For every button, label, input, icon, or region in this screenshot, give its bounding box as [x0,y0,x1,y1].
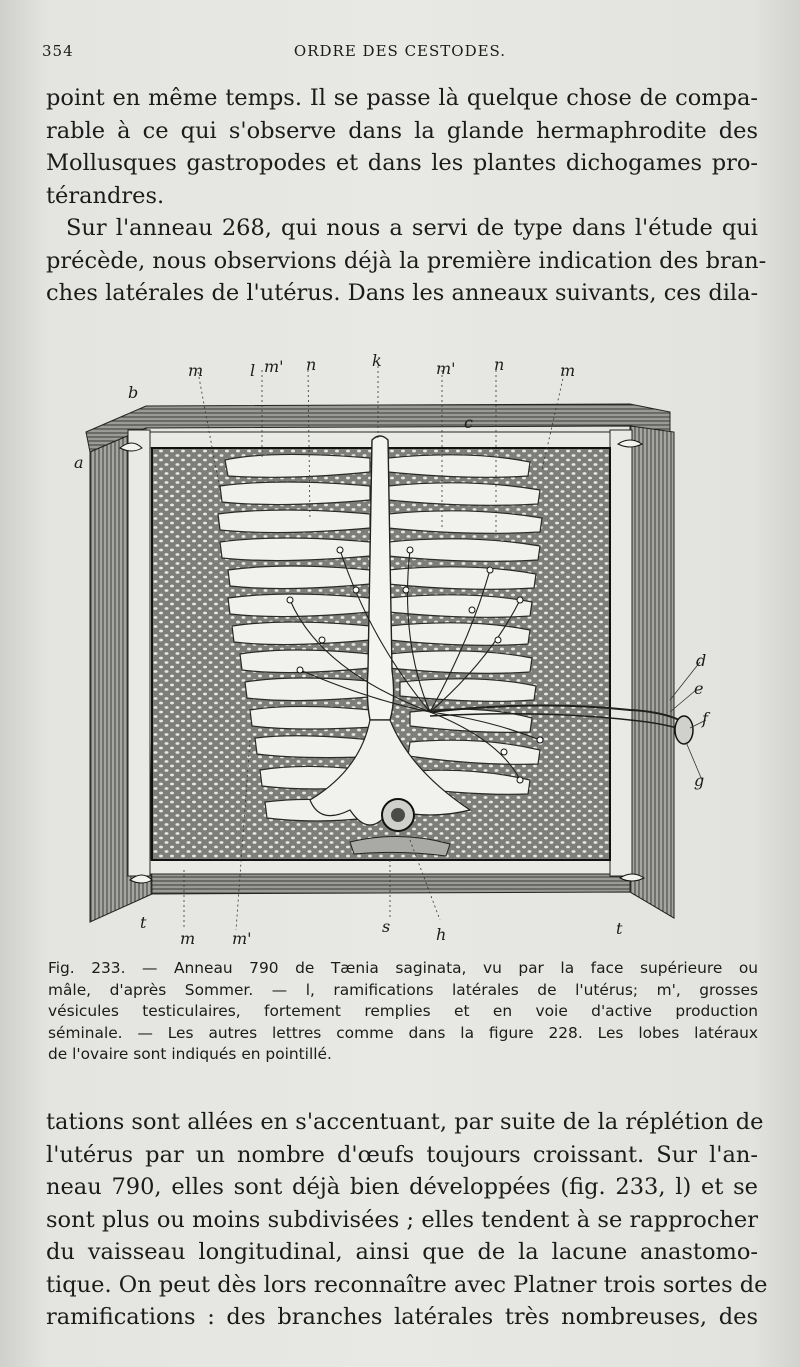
text-line: ramifications : des branches latérales très nombreuses, des [46,1304,758,1330]
text-line: sont plus ou moins subdivisées ; elles tendent à se rapprocher [46,1206,758,1233]
figure-233-engraving [70,340,706,950]
text-line: précède, nous observions déjà la première indication des bran- [46,247,767,274]
text-line: du vaisseau longitudinal, ainsi que de la lacune anastomo- [46,1239,758,1265]
figure-label: t [140,913,147,932]
figure-label: k [372,351,382,370]
text-line: Mollusques gastropodes et dans les plantes dichogames pro- [46,150,758,176]
figure-label: g [694,771,705,790]
figure-label: e [694,679,704,698]
bottom-paragraph [46,1106,768,1334]
text-line: tations sont allées en s'accentuant, par suite de la réplétion de [46,1109,764,1135]
figure-label: m' [436,359,456,378]
proglottid-illustration [70,340,706,950]
figure-label: l [250,361,256,380]
figure-label: n [494,355,505,374]
caption-line: séminale. — Les autres lettres comme dans la figure 228. Les lobes latéraux [48,1023,758,1042]
text-line: l'utérus par un nombre d'œufs toujours croissant. Sur l'an- [46,1141,758,1168]
caption-line: de l'ovaire sont indiqués en pointillé. [48,1045,332,1063]
figure-caption [48,958,758,1066]
figure-label: m [188,361,204,380]
figure-label: f [702,709,708,728]
figure-label: m [180,929,196,948]
caption-line: vésicules testiculaires, fortement remplies et en voie d'active production [48,1002,758,1020]
figure-label: s [382,917,391,936]
top-paragraph [46,82,767,310]
text-line: tique. On peut dès lors reconnaître avec Platner trois sortes de [46,1271,768,1298]
text-line: térandres. [46,182,165,209]
caption-line: mâle, d'après Sommer. — l, ramifications latérales de l'utérus; m', grosses [48,980,758,999]
figure-label: m [560,361,576,380]
running-head [42,42,758,66]
text-line: ches latérales de l'utérus. Dans les anneaux suivants, ces dila- [46,280,759,306]
figure-label: b [128,383,139,402]
figure-label: a [74,453,84,472]
figure-label: t [616,919,623,938]
figure-label: d [696,651,707,670]
figure-label: m' [264,357,284,376]
text-line: neau 790, elles sont déjà bien développées (fig. 233, l) et se [46,1174,758,1200]
page-number: 354 [42,42,74,60]
text-line: rable à ce qui s'observe dans la glande hermaphrodite des [46,117,758,144]
figure-label: h [436,925,447,944]
caption-line: Fig. 233. — Anneau 790 de Tænia saginata, vu par la face supérieure ou [48,959,758,977]
figure-label: m' [232,929,252,948]
chapter-title: ORDRE DES CESTODES. [293,42,507,60]
figure-label: c [464,413,473,432]
text-line: point en même temps. Il se passe là quelque chose de compa- [46,85,758,111]
text-line: Sur l'anneau 268, qui nous a servi de type dans l'étude qui [66,215,758,241]
figure-label: n [306,355,317,374]
